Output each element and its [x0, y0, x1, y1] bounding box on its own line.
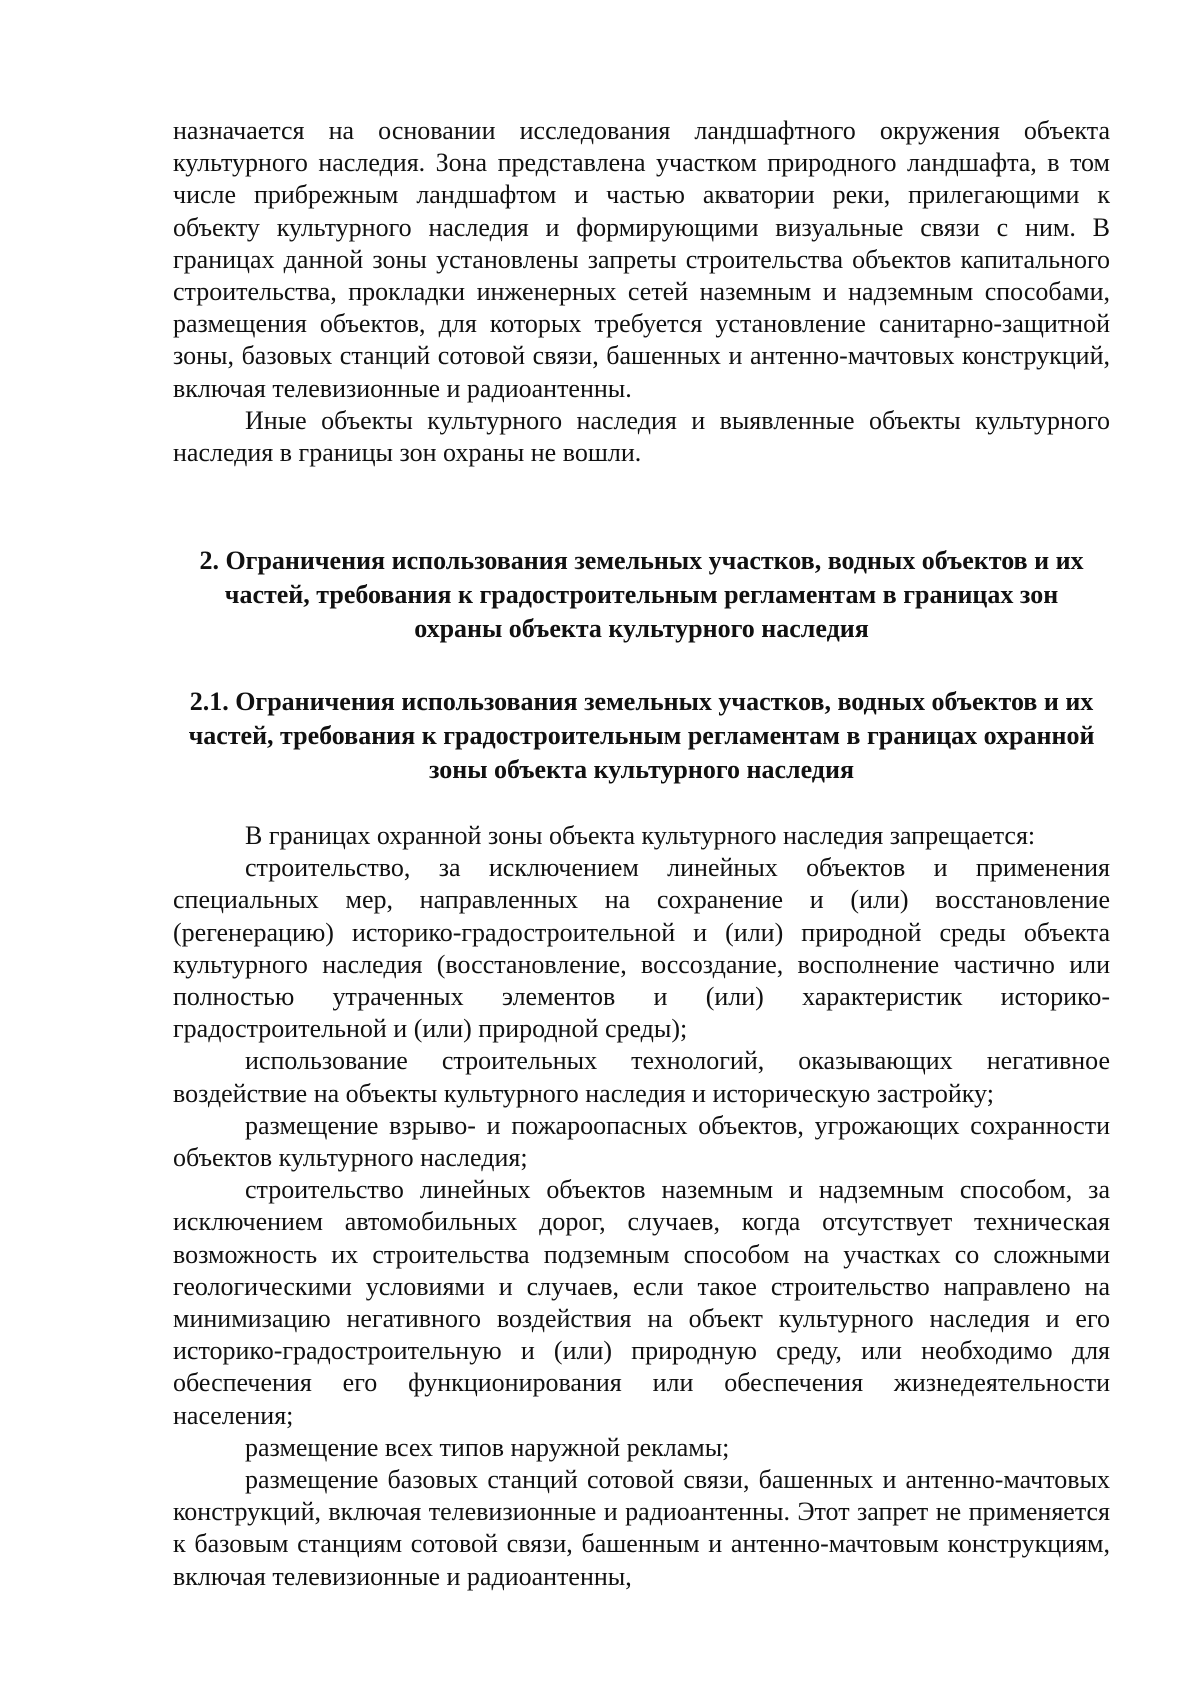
paragraph-advertising-ban: размещение всех типов наружной рекламы;	[245, 1432, 730, 1462]
paragraph-zone-description: назначается на основании исследования ландшафтного окружения объекта культурного наследия. Зона представлена участком природного ландшафта, в том числе прибрежным ландшафтом и частью акватории реки, прилегающими к объекту культурного наследия и формирующими визуальные связи с ним. В границах данной зоны установлены запреты строительства объектов капитального строительства, прокладки инженерных сетей наземным и надземным способами, размещения объектов, для которых требуется установление санитарно-защитной зоны, базовых станций сотовой связи, башенных и антенно-мачтовых конструкций, включая телевизионные и радиоантенны.	[173, 116, 1110, 403]
section-2-1-body	[173, 820, 1110, 1593]
paragraph-prohibited-intro: В границах охранной зоны объекта культурного наследия запрещается:	[245, 821, 1036, 850]
paragraph-base-stations-ban: размещение базовых станций сотовой связи, башенных и антенно-мачтовых конструкций, включая телевизионные и радиоантенны. Этот запрет не применяется к базовым станциям сотовой связи, башенным и антенно-мачтовым конструкциям, включая телевизионные и радиоантенны,	[173, 1465, 1110, 1591]
section-2-1-heading: 2.1. Ограничения использования земельных участков, водных объектов и их частей, требования к градостроительным регламентам в границах охранной зоны объекта культурного наследия	[188, 687, 1095, 784]
paragraph-other-objects: Иные объекты культурного наследия и выявленные объекты культурного наследия в границы зон охраны не вошли.	[173, 405, 1110, 468]
top-text-block	[173, 115, 1110, 469]
section-2-heading-block	[178, 544, 1105, 646]
paragraph-linear-objects-ban: строительство линейных объектов наземным и надземным способом, за исключением автомобильных дорог, случаев, когда отсутствует техническая возможность их строительства подземным способом на участках со сложными геологическими условиями и случаев, если такое строительство направлено на минимизацию негативного воздействия на объект культурного наследия и его историко-градостроительную и (или) природную среду, или необходимо для обеспечения его функционирования или обеспечения жизнедеятельности населения;	[173, 1175, 1110, 1430]
section-2-heading: 2. Ограничения использования земельных участков, водных объектов и их частей, требования к градостроительным регламентам в границах зон охраны объекта культурного наследия	[199, 546, 1084, 643]
paragraph-construction-ban: строительство, за исключением линейных объектов и применения специальных мер, направленных на сохранение и (или) восстановление (регенерацию) историко-градостроительной и (или) природной среды объекта культурного наследия (восстановление, воссоздание, восполнение частично или полностью утраченных элементов и (или) характеристик историко-градостроительной и (или) природной среды);	[173, 853, 1110, 1044]
paragraph-hazardous-objects-ban: размещение взрыво- и пожароопасных объектов, угрожающих сохранности объектов культурного наследия;	[173, 1110, 1110, 1173]
paragraph-technologies-ban: использование строительных технологий, оказывающих негативное воздействие на объекты культурного наследия и историческую застройку;	[173, 1046, 1110, 1108]
section-2-1-heading-block	[178, 685, 1105, 787]
